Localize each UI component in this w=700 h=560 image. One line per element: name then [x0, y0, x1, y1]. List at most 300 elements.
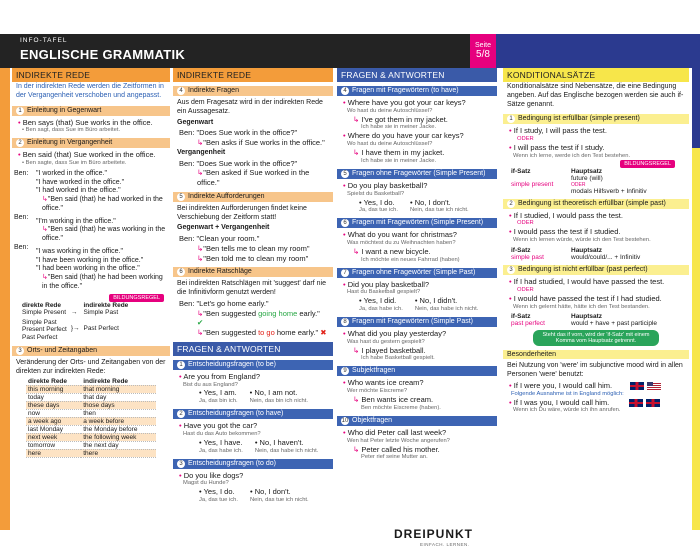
- tense-label: Vergangenheit: [177, 148, 226, 156]
- rule-badge: BILDUNGSREGEL: [620, 160, 675, 168]
- rule-table: [509, 247, 642, 261]
- answer-no: No, I don't.: [414, 197, 451, 207]
- number-badge: 3: [16, 347, 24, 355]
- question-text: Do you play basketball?: [347, 180, 428, 190]
- direct-cell: tomorrow: [26, 441, 81, 449]
- speaker-label: Ben:: [14, 169, 29, 177]
- subsection-header: [12, 346, 170, 356]
- indirect-line: "Ben said (that) he had been working in the office.": [42, 274, 163, 290]
- intro-text: Veränderung der Orts- und Zeitangaben von der direkten zur indirekten Rede:: [16, 359, 166, 375]
- question: • What do you want for christmas?: [343, 230, 457, 240]
- intro-text: Aus dem Fragesatz wird in der indirekten Rede ein Aussagesatz.: [177, 99, 323, 115]
- section-title: FRAGEN & ANTWORTEN: [173, 342, 333, 356]
- column-indirect-speech-2: [173, 68, 333, 530]
- direct-line: "I worked in the office.": [36, 169, 107, 177]
- indirect-cell: that day: [81, 393, 156, 401]
- example-text: If I study, I will pass the test.: [513, 126, 607, 136]
- question: • Do you play basketball?: [343, 180, 428, 190]
- answer-table: • Yes, I have. Ja, das habe ich. • No, I haven't. Nein, das habe ich nicht.: [199, 437, 319, 454]
- example: ↳"Ben asks if Sue works in the office.": [197, 138, 325, 147]
- number-badge: 1: [16, 107, 24, 115]
- example-text: I would have passed the test if I had studied.: [513, 293, 662, 303]
- example: Ben: "Does Sue work in the office?": [179, 128, 298, 138]
- subsection-header: [173, 409, 333, 419]
- translation: Ich habe sie in meiner Jacke.: [361, 124, 437, 131]
- answer: ↳ Ben wants ice cream.: [353, 395, 434, 405]
- example-text: Ben said (that) Sue worked in the office.: [22, 150, 156, 160]
- question-text: Where have you got your car keys?: [347, 98, 466, 107]
- rule-cell: Present Perfect: [22, 326, 67, 334]
- number-badge: 2: [507, 200, 515, 208]
- example: • I would pass the test if I studied.: [509, 227, 621, 237]
- direct-cell: now: [26, 409, 81, 417]
- tense-label: Gegenwart + Vergangenheit: [177, 224, 270, 232]
- indirect-cell: a week before: [81, 417, 156, 425]
- indirect-cell: the next day: [81, 441, 156, 449]
- intro-text: Bei indirekten Ratschlägen mit 'suggest' darf nie die Infinitivform genutzt werden!: [177, 280, 326, 296]
- direct-cell: here: [26, 449, 81, 457]
- number-badge: 3: [177, 460, 185, 468]
- example-text: If I had studied, I would have passed the test.: [513, 277, 665, 287]
- example: ↳"Ben asked if Sue worked in the office.": [197, 168, 310, 187]
- direct-line: "Does Sue work in the office?": [196, 158, 298, 168]
- exception-note: Folgende Ausnahme ist in England möglich:: [511, 390, 624, 397]
- direct-cell: these days: [26, 401, 81, 409]
- number-badge: 3: [507, 266, 515, 274]
- indirect-line: "Ben asks if Sue works in the office.": [203, 138, 325, 147]
- direct-line: "Does Sue work in the office?": [196, 128, 298, 138]
- translation: Ich habe sie in meiner Jacke.: [361, 157, 437, 164]
- subsection-label: Einleitung in Gegenwart: [27, 106, 102, 114]
- answer-yes: Yes, I did.: [363, 296, 397, 306]
- translation: Nein, das bin ich nicht.: [249, 398, 308, 405]
- number-badge: 5: [341, 170, 349, 178]
- example-correct: ↳"Ben suggested going home early." ✔: [197, 308, 320, 328]
- example: • If I study, I will pass the test.: [509, 126, 607, 136]
- answer-table: • Yes, I did. Ja, das habe ich. • No, I didn't. Nein, das habe ich nicht.: [359, 296, 479, 313]
- subsection-label: Fragen ohne Fragewörter (Simple Present): [352, 169, 486, 177]
- answer-yes: Yes, I have.: [203, 437, 243, 447]
- uk-flag-icon: [629, 399, 643, 407]
- answer-no: No, I am not.: [254, 388, 298, 398]
- answer-text: I've got them in my jacket.: [361, 114, 448, 124]
- number-badge: 6: [341, 219, 349, 227]
- section-title: FRAGEN & ANTWORTEN: [337, 68, 497, 82]
- translation: Nein, das habe ich nicht.: [414, 306, 479, 313]
- table-header: direkte Rede: [26, 378, 81, 386]
- question-text: Do you like dogs?: [183, 470, 244, 480]
- answer: ↳ Peter called his mother.: [353, 444, 440, 454]
- rule-header: direkte Rede: [22, 301, 62, 309]
- page-number: 5/8: [476, 49, 490, 60]
- footer: [0, 530, 700, 560]
- question: • Did you play basketball?: [343, 279, 430, 289]
- direct-line: "I have been working in the office.": [36, 256, 144, 264]
- subsection-header: [337, 366, 497, 376]
- column-conditionals: [503, 68, 689, 530]
- example-text: I will pass the test if I study.: [513, 142, 605, 152]
- example-text: If I was you, I would call him.: [513, 397, 610, 407]
- indirect-line: "Ben said (that) he was working in the office.": [42, 226, 166, 243]
- translation: Wenn ich lerne, werde ich den Test bestehen.: [513, 152, 631, 159]
- answer-table: • Yes, I am. Ja, das bin ich. • No, I am not. Nein, das bin ich nicht.: [199, 388, 308, 405]
- subsection-label: Bedingung ist erfüllbar (simple present): [518, 115, 640, 123]
- translation: Was hast du gestern gespielt?: [347, 338, 425, 345]
- direct-line: "I had worked in the office.": [36, 187, 121, 195]
- translation: Nein, das tue ich nicht.: [410, 207, 469, 214]
- example: ↳"Ben told me to clean my room": [197, 253, 309, 263]
- subsection-label: Indirekte Ratschläge: [188, 268, 252, 276]
- example-text: I would pass the test if I studied.: [513, 227, 621, 237]
- subsection-label: Entscheidungsfragen (to have): [188, 410, 284, 418]
- rule-header: Hauptsatz: [571, 167, 603, 175]
- subsection-header: [337, 169, 497, 179]
- or-separator: ODER: [517, 220, 534, 227]
- highlight-wrong: to go: [258, 328, 275, 337]
- translation: Ja, das habe ich.: [199, 447, 243, 454]
- subsection-label: Fragen mit Fragewörtern (to have): [352, 87, 459, 94]
- subsection-header: [337, 86, 497, 96]
- or-separator: ODER: [517, 136, 534, 142]
- indirect-cell: those days: [81, 401, 156, 409]
- question: • Who did Peter call last week?: [343, 427, 447, 437]
- rule-cell: Simple Past: [22, 318, 57, 326]
- translation: Wenn ich Du wäre, würde ich ihn anrufen.: [513, 407, 621, 414]
- table-row: [26, 449, 156, 457]
- rule-cell: simple past: [511, 254, 544, 262]
- speaker-label: Ben:: [14, 213, 29, 221]
- answer-yes: Yes, I am.: [203, 388, 237, 398]
- example: • If I was you, I would call him.: [503, 398, 689, 408]
- answer-text: Peter called his mother.: [361, 444, 440, 454]
- question-text: Where do you have your car keys?: [347, 131, 464, 141]
- intro-text: Bei Nutzung von 'were' im subjunctive mood wird in allen Personen 'were' benutzt:: [507, 362, 683, 379]
- rule-cell: Simple Present: [22, 308, 67, 316]
- number-badge: 2: [16, 139, 24, 147]
- number-badge: 6: [177, 268, 185, 276]
- indirect-line: "Ben tells me to clean my room": [203, 243, 310, 253]
- tense-rule-table: direkte Rede indirekte Rede Simple Present → Simple Past Simple Past Present Perfect Past Perfect }→ Past Perfect: [22, 301, 129, 342]
- rule-cell: past perfect: [511, 320, 545, 328]
- rule-table: [509, 168, 649, 195]
- subsection-header: [173, 267, 333, 277]
- translation: Was möchtest du zu Weihnachten haben?: [347, 239, 456, 246]
- example: • Ben said (that) Sue worked in the office.: [18, 150, 156, 160]
- number-badge: 7: [341, 269, 349, 277]
- direct-cell: today: [26, 393, 81, 401]
- example: • If I had studied, I would have passed the test.: [509, 277, 665, 287]
- indirect-cell: the following week: [81, 433, 156, 441]
- subsection-header: [503, 350, 689, 359]
- rule-cell: modals Hilfsverb + Infinitiv: [571, 187, 647, 195]
- or-separator: ODER: [571, 181, 586, 188]
- subsection-header: [12, 106, 170, 116]
- indirect-line: "Ben asked if Sue worked in the office.": [197, 168, 310, 187]
- indirect-cell: the Monday before: [81, 425, 156, 433]
- question-text: Who did Peter call last week?: [347, 427, 447, 437]
- question: • Have you got the car?: [179, 421, 258, 431]
- translation: Peter rief seine Mutter an.: [361, 454, 428, 461]
- uk-flag-icon: [646, 399, 660, 407]
- header-blue-block: [496, 34, 700, 68]
- left-edge-strip: [0, 68, 10, 530]
- indirect-line: "Ben said (that) he had worked in the office.": [42, 196, 163, 212]
- translation-text: Ben sagt, dass Sue im Büro arbeitet.: [25, 127, 121, 134]
- intro-text: Konditionalsätze sind Nebensätze, die eine Bedingung angeben. Auf das Englische bezogen werden sie auch if-Sätze genannt.: [507, 83, 684, 108]
- subsection-label: Besonderheiten: [507, 351, 557, 359]
- translation: Nein, das habe ich nicht.: [254, 447, 319, 454]
- rule-header: if-Satz: [511, 167, 531, 175]
- subsection-label: Entscheidungsfragen (to be): [188, 360, 276, 368]
- subsection-label: Fragen ohne Fragewörter (Simple Past): [352, 268, 476, 276]
- intro-text: Bei indirekten Aufforderungen findet keine Verschiebung der Zeitform statt!: [177, 204, 307, 221]
- question-text: Did you play basketball?: [347, 279, 430, 289]
- subsection-label: Subjektfragen: [352, 367, 396, 375]
- translation: Wo hast du deine Autoschlüssel?: [347, 107, 433, 114]
- table-row: [26, 401, 156, 409]
- answer-no: No, I haven't.: [259, 437, 304, 447]
- example-text: Ben says (that) Sue works in the office.: [22, 117, 153, 127]
- example: ↳"Ben tells me to clean my room": [197, 243, 310, 253]
- translation: Magst du Hunde?: [183, 480, 229, 487]
- translation: Wo hast du deine Autoschlüssel?: [347, 141, 433, 148]
- question-text: Have you got the car?: [183, 421, 258, 431]
- example: Ben: "Does Sue work in the office?": [179, 158, 298, 168]
- section-title: KONDITIONALSÄTZE: [503, 68, 689, 82]
- example: • Ben says (that) Sue works in the office.: [18, 117, 153, 127]
- text-part: "Ben suggested: [203, 328, 259, 337]
- table-row: [26, 393, 156, 401]
- subsection-header: [503, 265, 689, 275]
- direct-line: "I was working in the office.": [36, 247, 123, 255]
- example: • I will pass the test if I study.: [509, 142, 605, 152]
- rule-header: Hauptsatz: [571, 247, 603, 255]
- rule-table: [509, 313, 659, 327]
- checkmark-icon: ✔: [197, 318, 204, 328]
- rule-header: if-Satz: [511, 247, 531, 255]
- number-badge: 4: [177, 87, 185, 95]
- translation-text: Ben sagte, dass Sue im Büro arbeitete.: [25, 159, 127, 166]
- number-badge: 5: [177, 193, 185, 201]
- subsection-header: [173, 360, 333, 370]
- translation: Ja, das bin ich.: [199, 398, 238, 405]
- indirect-cell: that morning: [81, 385, 156, 393]
- indirect-line: "Ben told me to clean my room": [203, 253, 309, 263]
- direct-cell: next week: [26, 433, 81, 441]
- translation: Wen hat Peter letzte Woche angerufen?: [347, 437, 450, 444]
- translation: Ja, das tue ich.: [359, 207, 398, 214]
- number-badge: 2: [177, 410, 185, 418]
- direct-cell: this morning: [26, 385, 81, 393]
- uk-flag-icon: [630, 382, 644, 390]
- answer: ↳ I played basketball.: [353, 345, 426, 355]
- answer-table: • Yes, I do. Ja, das tue ich. • No, I don't. Nein, das tue ich nicht.: [359, 197, 469, 214]
- question: • What did you play yesterday?: [343, 329, 447, 339]
- example-text: If I studied, I would pass the test.: [513, 210, 623, 220]
- question: • Are you from England?: [179, 371, 261, 381]
- example: Ben: "Let's go home early.": [179, 298, 269, 308]
- direct-line: "Let's go home early.": [196, 298, 269, 308]
- translation: Hast du Basketball gespielt?: [347, 289, 421, 296]
- subsection-header: [503, 199, 689, 209]
- example: Ben: "Clean your room.": [179, 234, 260, 243]
- table-row: [26, 385, 156, 393]
- rule-cell: Past Perfect: [22, 334, 58, 342]
- page-label: Seite: [475, 42, 491, 49]
- rule-header: if-Satz: [511, 313, 531, 321]
- translation: Nein, das tue ich nicht.: [250, 497, 309, 504]
- question-text: What do you want for christmas?: [347, 230, 457, 240]
- rule-cell: future (will): [571, 174, 603, 182]
- table-row: [26, 417, 156, 425]
- answer: ↳ I want a new bicycle.: [353, 246, 431, 256]
- rule-cell: Past Perfect: [83, 325, 119, 333]
- header: [0, 0, 700, 70]
- subsection-label: Fragen mit Fragewörtern (Simple Present): [352, 219, 484, 227]
- table-header: indirekte Rede: [81, 378, 156, 386]
- tense-label: Gegenwart: [177, 118, 214, 126]
- translation: Ja, das tue ich.: [199, 497, 238, 504]
- table-row: [26, 433, 156, 441]
- example-text: If I were you, I would call him.: [513, 380, 613, 390]
- cross-icon: ✖: [320, 328, 327, 337]
- answer-yes: Yes, I do.: [363, 197, 395, 207]
- translation: Ja, das habe ich.: [359, 306, 403, 313]
- highlight-correct: going home: [258, 308, 298, 318]
- number-badge: 4: [341, 87, 349, 95]
- translation: Ich habe Basketball gespielt.: [361, 355, 435, 362]
- question: • Where have you got your car keys?: [343, 98, 466, 107]
- text-part: "Ben suggested: [203, 308, 259, 318]
- example: • If I were you, I would call him.: [503, 381, 689, 391]
- page-title: ENGLISCHE GRAMMATIK: [20, 47, 186, 62]
- indirect-cell: then: [81, 409, 156, 417]
- comma-note: Steht das if vorn, wird der 'if-Satz' mit einem Komma vom Hauptsatz getrennt.: [533, 330, 659, 346]
- subsection-label: Indirekte Fragen: [188, 87, 239, 94]
- rule-badge: BILDUNGSREGEL: [109, 294, 164, 302]
- example: • If I studied, I would pass the test.: [509, 210, 623, 220]
- subsection-header: [173, 192, 333, 202]
- subsection-label: Bedingung ist theoretisch erfüllbar (simple past): [518, 199, 666, 207]
- text-part: early.": [297, 308, 320, 318]
- answer-table: • Yes, I do. Ja, das tue ich. • No, I don't. Nein, das tue ich nicht.: [199, 487, 309, 504]
- translation: Ben möchte Eiscreme (haben).: [361, 404, 441, 411]
- subsection-label: Orts- und Zeitangaben: [27, 347, 98, 355]
- answer-no: No, I don't.: [254, 487, 291, 497]
- dreipunkt-logo: DREIPUNKT: [394, 527, 474, 541]
- subsection-label: Bedingung ist nicht erfüllbar (past perfect): [518, 266, 648, 274]
- number-badge: 1: [177, 361, 185, 369]
- question: • Where do you have your car keys?: [343, 131, 464, 141]
- table-row: [26, 409, 156, 417]
- translation: • Ben sagt, dass Sue im Büro arbeitet.: [22, 127, 121, 134]
- answer: ↳ I've got them in my jacket.: [353, 114, 448, 124]
- answer-text: I want a new bicycle.: [361, 246, 431, 256]
- number-badge: 1: [507, 115, 515, 123]
- translation: Wer möchte Eiscreme?: [347, 388, 408, 395]
- number-badge: 10: [341, 417, 349, 424]
- subsection-label: Objektfragen: [352, 416, 393, 424]
- direct-line: "Clean your room.": [196, 234, 260, 243]
- section-title: INDIREKTE REDE: [173, 68, 333, 82]
- subsection-header: [173, 459, 333, 469]
- answer: ↳ I have them in my jacket.: [353, 148, 445, 158]
- right-edge-blue: [692, 68, 700, 148]
- column-indirect-speech-1: [12, 68, 170, 530]
- answer-text: I have them in my jacket.: [361, 148, 445, 158]
- answer-text: Ben wants ice cream.: [361, 395, 434, 405]
- rule-cell: would + have + past participle: [571, 320, 657, 328]
- column-questions: [337, 68, 497, 530]
- answer-yes: Yes, I do.: [203, 487, 235, 497]
- subsection-header: [337, 416, 497, 426]
- table-row: [26, 441, 156, 449]
- direct-line: "I have worked in the office.": [36, 178, 125, 186]
- subsection-header: [503, 114, 689, 124]
- subsection-label: Fragen mit Fragewörtern (Simple Past): [352, 318, 473, 326]
- us-flag-icon: [647, 382, 661, 390]
- number-badge: 8: [341, 318, 349, 326]
- question-text: What did you play yesterday?: [347, 329, 447, 339]
- question-text: Are you from England?: [183, 371, 261, 381]
- rule-header: indirekte Rede: [83, 301, 129, 309]
- subsection-label: Einleitung in Vergangenheit: [27, 139, 113, 147]
- time-place-table: [26, 378, 156, 458]
- translation: • Ben sagte, dass Sue im Büro arbeitete.: [22, 159, 127, 166]
- subsection-header: [337, 268, 497, 278]
- direct-line: "I had been working in the office.": [36, 265, 140, 273]
- rule-cell: would/could/... + Infinitiv: [571, 254, 641, 262]
- answer-text: I played basketball.: [361, 345, 426, 355]
- question-text: Who wants ice cream?: [347, 378, 424, 388]
- speech-shift-table: Ben: "I worked in the office." "I have worked in the office." "I had worked in the office." ↳"Ben said (that) he had worked in the office." Ben: "I'm working in the office." ↳"Ben said (that) he was working in the office." Ben: "I was working in the office." "I have been working in the office." "I had been working in the office." ↳"Ben said (that) he had been working in the office.": [12, 170, 170, 292]
- page-indicator: [470, 34, 496, 68]
- subsection-header: [337, 218, 497, 228]
- translation: Ich möchte ein neues Fahrrad (haben): [361, 256, 460, 263]
- table-row: [26, 425, 156, 433]
- or-separator: ODER: [517, 286, 534, 293]
- question: • Who wants ice cream?: [343, 378, 424, 388]
- example-wrong: ↳"Ben suggested to go home early." ✖: [197, 328, 327, 337]
- direct-cell: last Monday: [26, 425, 81, 433]
- indirect-cell: there: [81, 449, 156, 457]
- subsection-header: [337, 317, 497, 327]
- translation: Hast du das Auto bekommen?: [183, 430, 261, 437]
- example: • I would have passed the test if I had studied.: [509, 293, 662, 303]
- intro-text: In der indirekten Rede werden die Zeitformen in der Vergangenheit verschoben und angepasst.: [16, 83, 164, 99]
- logo-tagline: EINFACH. LERNEN.: [420, 542, 470, 547]
- translation: Bist du aus England?: [183, 381, 238, 388]
- subsection-label: Entscheidungsfragen (to do): [188, 459, 276, 467]
- subsection-label: Indirekte Aufforderungen: [188, 192, 265, 200]
- subsection-header: [12, 138, 170, 148]
- header-subtitle: INFO-TAFEL: [20, 37, 68, 44]
- translation: Wenn ich gelernt hätte, hätte ich den Test bestanden.: [513, 303, 650, 310]
- rule-cell: simple present: [511, 181, 554, 189]
- subsection-header: [173, 86, 333, 96]
- direct-line: "I'm working in the office.": [36, 217, 116, 225]
- question: • Do you like dogs?: [179, 470, 244, 480]
- text-part: home early.": [274, 328, 319, 337]
- number-badge: 9: [341, 367, 349, 375]
- rule-cell: Simple Past: [83, 308, 119, 316]
- translation: Spielst du Basketball?: [347, 190, 405, 197]
- direct-cell: a week ago: [26, 417, 81, 425]
- rule-header: Hauptsatz: [571, 313, 603, 321]
- speaker-label: Ben:: [14, 243, 29, 251]
- translation: Wenn ich lernen würde, würde ich den Test bestehen.: [513, 237, 651, 244]
- answer-no: No, I didn't.: [419, 296, 458, 306]
